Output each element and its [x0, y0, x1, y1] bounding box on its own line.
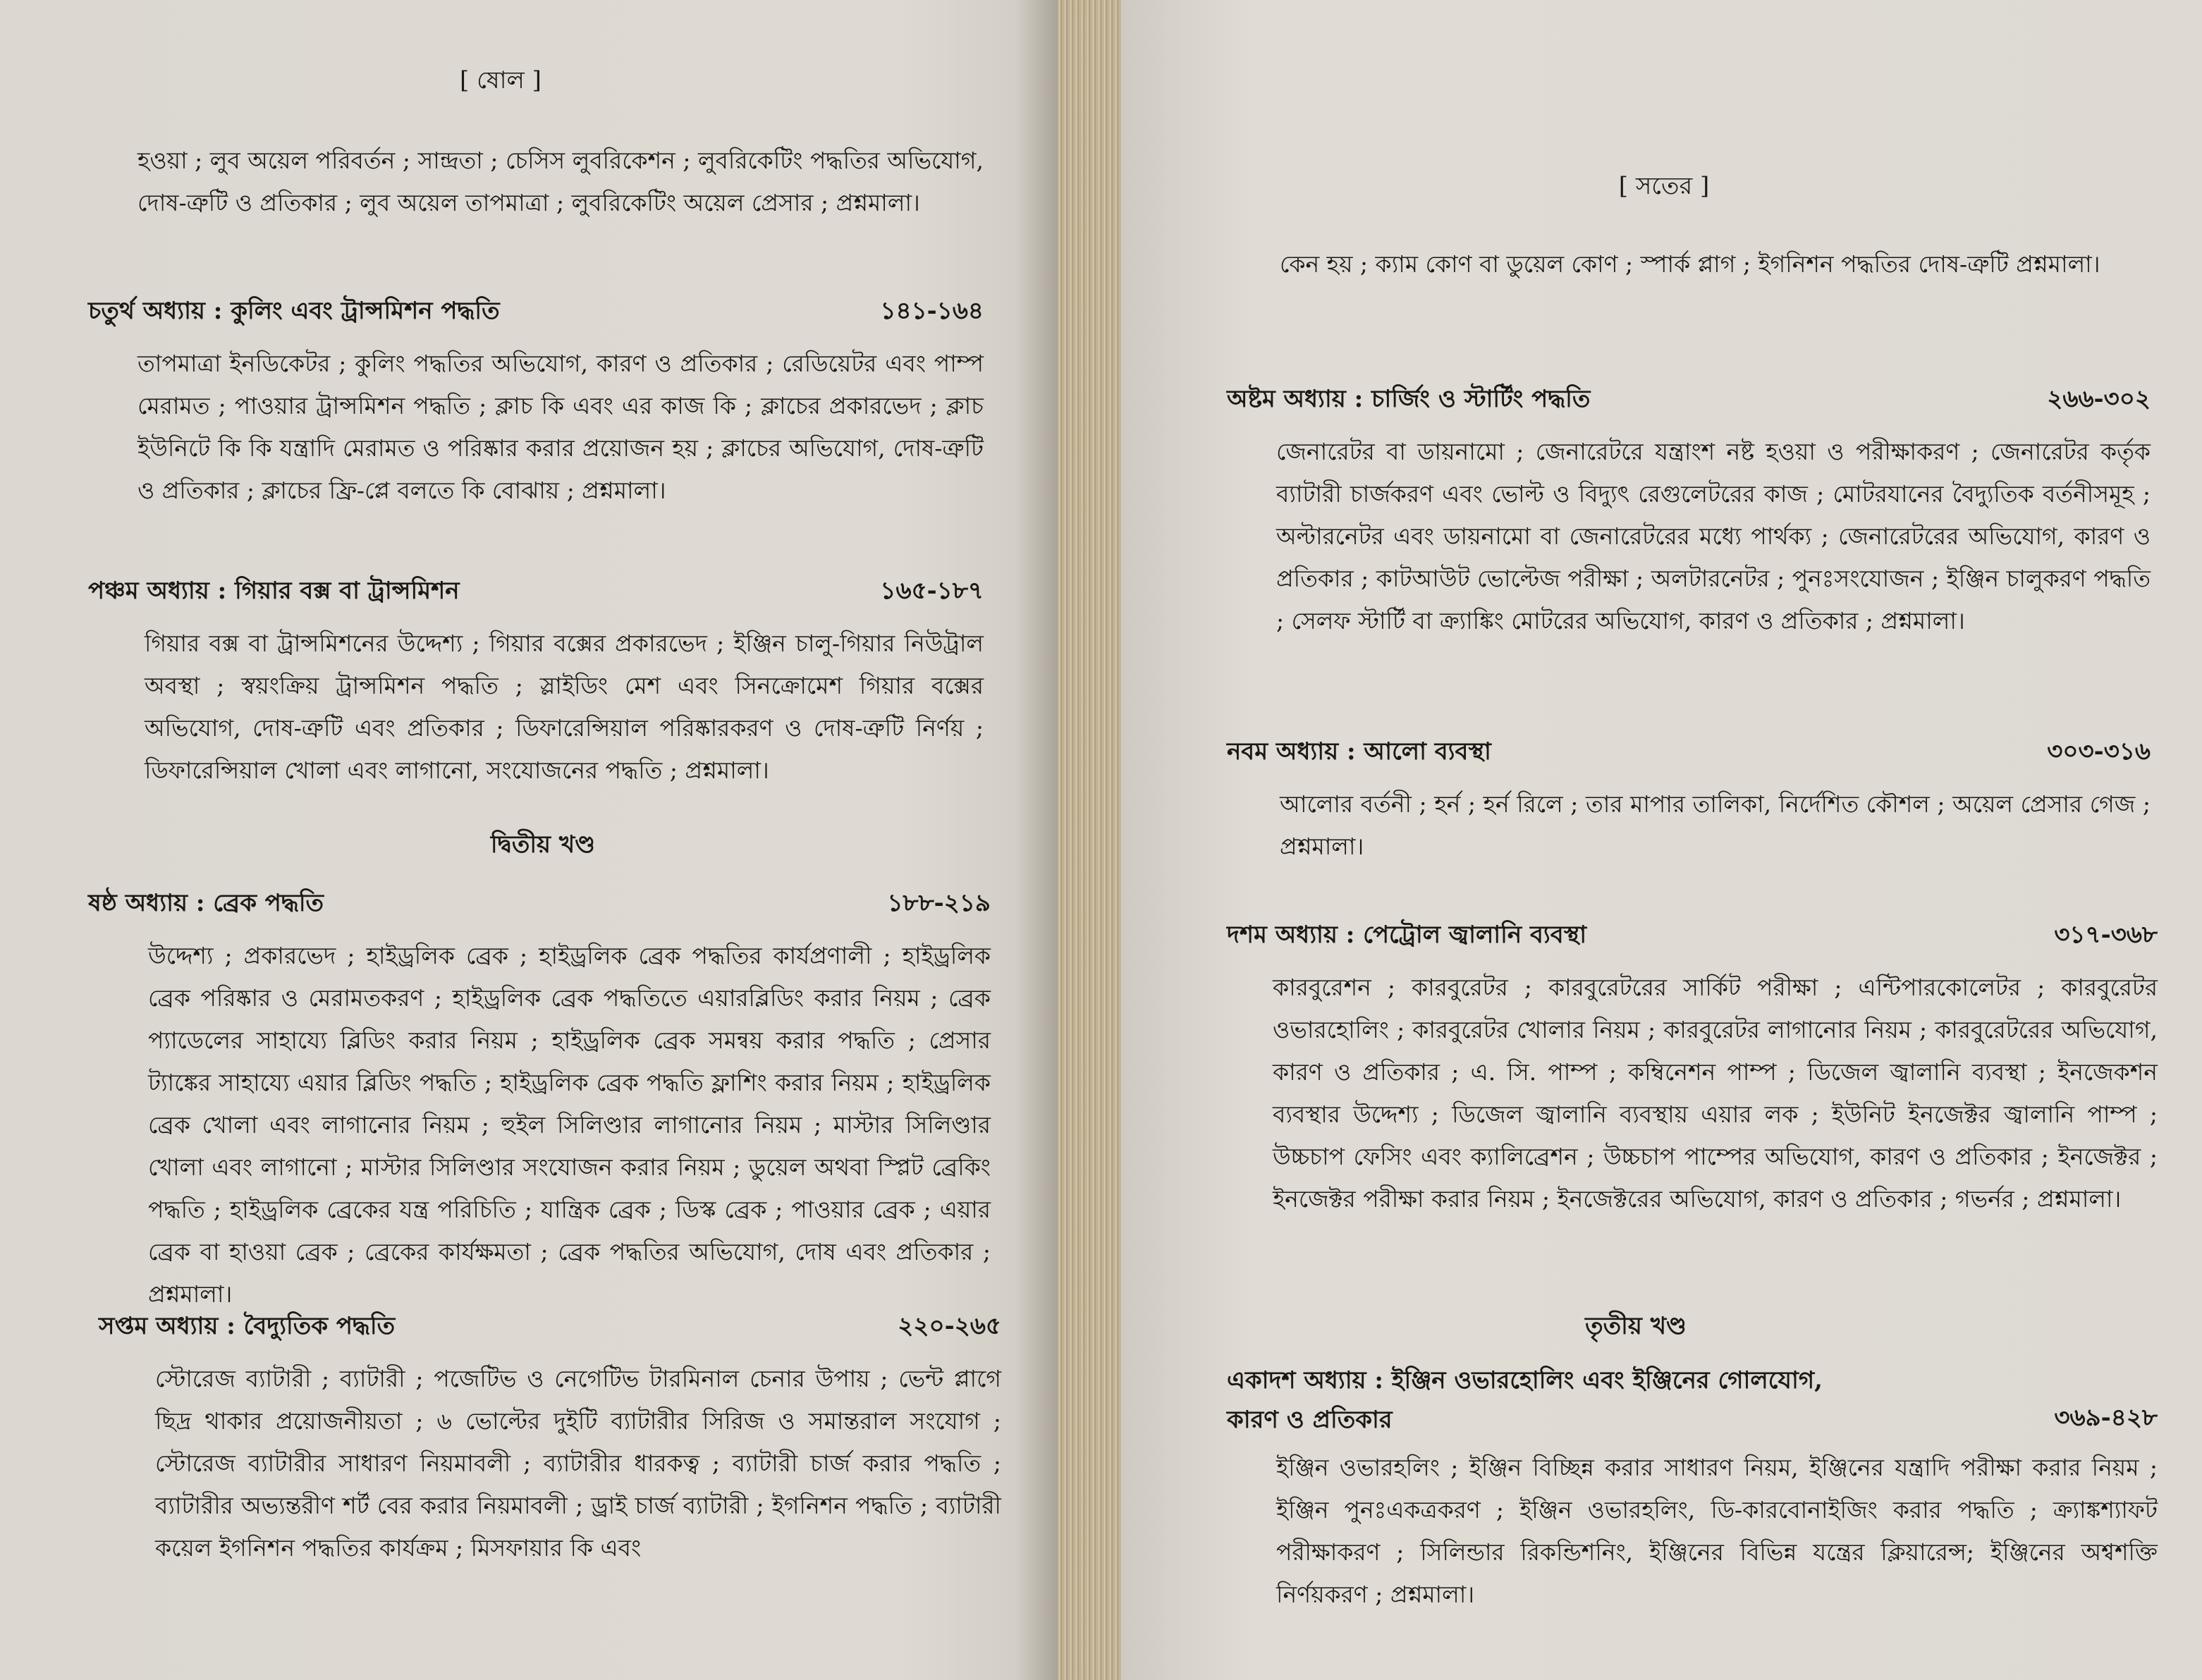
chapter-title: অষ্টম অধ্যায় : চার্জিং ও স্টার্টিং পদ্ধতি [1227, 385, 1591, 413]
chapter-body: ইঞ্জিন ওভারহলিং ; ইঞ্জিন বিচ্ছিন্ন করার সাধারণ নিয়ম, ইঞ্জিনের যন্ত্রাদি পরীক্ষা করার নিয়ম ; ইঞ্জিন পুনঃএকত্রকরণ ; ইঞ্জিন ওভারহলিং, ডি-কারবোনাইজিং করার পদ্ধতি ; ক্র্যাঙ্কশ্যাফট পরীক্ষাকরণ ; সিলিন্ডার রিকন্ডিশনিং, ইঞ্জিনের বিভিন্ন যন্ত্রের ক্লিয়ারেন্স; ইঞ্জিনের অশ্বশক্তি নির্ণয়করণ ; প্রশ্নমালা। [1276, 1454, 2158, 1608]
chapter-heading [88, 885, 991, 925]
spine-shadow [1015, 0, 1058, 1680]
chapter-4 [88, 293, 984, 512]
chapter-body: স্টোরেজ ব্যাটারী ; ব্যাটারী ; পজেটিভ ও নেগেটিভ টারমিনাল চেনার উপায় ; ভেন্ট প্লাগে ছিদ্র থাকার প্রয়োজনীয়তা ; ৬ ভোল্টের দুইটি ব্যাটারীর সিরিজ ও সমান্তরাল সংযোগ ; স্টোরেজ ব্যাটারীর সাধারণ নিয়মাবলী ; ব্যাটারীর ধারকত্ব ; ব্যাটারী চার্জ করার পদ্ধতি ; ব্যাটারীর অভ্যন্তরীণ শর্ট বের করার নিয়মাবলী ; ড্রাই চার্জ ব্যাটারী ; ইগনিশন পদ্ধতি ; ব্যাটারী কয়েল ইগনিশন পদ্ধতির কার্যক্রম ; মিসফায়ার কি এবং [155, 1365, 1001, 1562]
intro-text-block [1280, 243, 2151, 286]
part-title: তৃতীয় খণ্ড [1585, 1312, 1687, 1340]
chapter-pages: ২৬৬-৩০২ [2047, 385, 2151, 413]
chapter-body: উদ্দেশ্য ; প্রকারভেদ ; হাইড্রলিক ব্রেক ; হাইড্রলিক ব্রেক পদ্ধতির কার্যপ্রণালী ; হাইড্রলিক ব্রেক পরিষ্কার ও মেরামতকরণ ; হাইড্রলিক ব্রেক পদ্ধতিতে এয়ারব্লিডিং করার নিয়ম ; ব্রেক প্যাডেলের সাহায্যে ব্লিডিং করার নিয়ম ; হাইড্রলিক ব্রেক সমন্বয় করার পদ্ধতি ; প্রেসার ট্যাঙ্কের সাহায্যে এয়ার ব্লিডিং পদ্ধতি ; হাইড্রলিক ব্রেক পদ্ধতি ফ্লাশিং করার নিয়ম ; হাইড্রলিক ব্রেক খোলা এবং লাগানোর নিয়ম ; হুইল সিলিণ্ডার লাগানোর নিয়ম ; মাস্টার সিলিণ্ডার খোলা এবং লাগানো ; মাস্টার সিলিণ্ডার সংযোজন করার নিয়ম ; ডুয়েল অথবা স্প্লিট ব্রেকিং পদ্ধতি ; হাইড্রলিক ব্রেকের যন্ত্র পরিচিতি ; যান্ত্রিক ব্রেক ; ডিস্ক ব্রেক ; পাওয়ার ব্রেক ; এয়ার ব্রেক বা হাওয়া ব্রেক ; ব্রেকের কার্যক্ষমতা ; ব্রেক পদ্ধতির অভিযোগ, দোষ এবং প্রতিকার ; প্রশ্নমালা। [148, 942, 991, 1308]
chapter-pages: ২২০-২৬৫ [898, 1312, 1001, 1340]
chapter-heading [1227, 1361, 2158, 1440]
chapter-5 [88, 572, 984, 792]
right-page [1121, 0, 2202, 1680]
chapter-title-line-2: কারণ ও প্রতিকার [1227, 1406, 1393, 1434]
chapter-9 [1227, 733, 2151, 868]
chapter-title: চতুর্থ অধ্যায় : কুলিং এবং ট্রান্সমিশন পদ্ধতি [88, 297, 500, 325]
chapter-pages: ১৬৫-১৮৭ [880, 577, 984, 605]
chapter-heading [1227, 381, 2151, 421]
chapter-11 [1227, 1361, 2158, 1616]
chapter-body: গিয়ার বক্স বা ট্রান্সমিশনের উদ্দেশ্য ; গিয়ার বক্সের প্রকারভেদ ; ইঞ্জিন চালু-গিয়ার নিউট্রাল অবস্থা ; স্বয়ংক্রিয় ট্রান্সমিশন পদ্ধতি ; স্লাইডিং মেশ এবং সিনক্রোমেশ গিয়ার বক্সের অভিযোগ, দোষ-ত্রুটি এবং প্রতিকার ; ডিফারেন্সিয়াল পরিষ্কারকরণ ও দোষ-ত্রুটি নির্ণয় ; ডিফারেন্সিয়াল খোলা এবং লাগানো, সংযোজনের পদ্ধতি ; প্রশ্নমালা। [145, 630, 984, 784]
intro-text: কেন হয় ; ক্যাম কোণ বা ডুয়েল কোণ ; স্পার্ক প্লাগ ; ইগনিশন পদ্ধতির দোষ-ত্রুটি প্রশ্নমালা। [1280, 250, 2100, 278]
page-number: [ ষোল ] [460, 66, 542, 94]
chapter-7 [99, 1308, 1001, 1569]
chapter-title: দশম অধ্যায় : পেট্রোল জ্বালানি ব্যবস্থা [1227, 921, 1587, 949]
chapter-6 [88, 885, 991, 1316]
chapter-pages: ৩৬৯-৪২৮ [2054, 1404, 2158, 1432]
chapter-heading [88, 293, 984, 333]
chapter-title: পঞ্চম অধ্যায় : গিয়ার বক্স বা ট্রান্সমিশন [88, 577, 460, 605]
chapter-title: সপ্তম অধ্যায় : বৈদ্যুতিক পদ্ধতি [99, 1312, 396, 1340]
chapter-heading [1227, 733, 2151, 773]
chapter-heading [88, 572, 984, 613]
intro-text-block [137, 140, 984, 224]
book-spine [1058, 0, 1121, 1680]
chapter-pages: ৩১৭-৩৬৮ [2054, 921, 2158, 949]
chapter-title: ষষ্ঠ অধ্যায় : ব্রেক পদ্ধতি [88, 889, 324, 917]
part-title: দ্বিতীয় খণ্ড [490, 830, 596, 859]
intro-text: হওয়া ; লুব অয়েল পরিবর্তন ; সান্দ্রতা ; চেসিস লুবরিকেশন ; লুবরিকেটিং পদ্ধতির অভিযোগ, দোষ-ত্রুটি ও প্রতিকার ; লুব অয়েল তাপমাত্রা ; লুবরিকেটিং অয়েল প্রেসার ; প্রশ্নমালা। [137, 147, 984, 216]
chapter-heading [99, 1308, 1001, 1348]
chapter-pages: ৩০৩-৩১৬ [2047, 737, 2151, 766]
chapter-8 [1227, 381, 2151, 642]
chapter-pages: ১৮৮-২১৯ [887, 889, 991, 917]
chapter-body: কারবুরেশন ; কারবুরেটর ; কারবুরেটরের সার্কিট পরীক্ষা ; এন্টিপারকোলেটর ; কারবুরেটর ওভারহোলিং ; কারবুরেটর খোলার নিয়ম ; কারবুরেটর লাগানোর নিয়ম ; কারবুরেটরের অভিযোগ, কারণ ও প্রতিকার ; এ. সি. পাম্প ; কম্বিনেশন পাম্প ; ডিজেল জ্বালানি ব্যবস্থা ; ইনজেকশন ব্যবস্থার উদ্দেশ্য ; ডিজেল জ্বালানি ব্যবস্থায় এয়ার লক ; ইউনিট ইনজেক্টর জ্বালানি পাম্প ; উচ্চচাপ ফেসিং এবং ক্যালিব্রেশন ; উচ্চচাপ পাম্পের অভিযোগ, কারণ ও প্রতিকার ; ইনজেক্টর ; ইনজেক্টর পরীক্ষা করার নিয়ম ; ইনজেক্টরের অভিযোগ, কারণ ও প্রতিকার ; গভর্নর ; প্রশ্নমালা। [1273, 974, 2158, 1213]
chapter-10 [1227, 916, 2158, 1220]
chapter-title: নবম অধ্যায় : আলো ব্যবস্থা [1227, 737, 1491, 766]
chapter-body: তাপমাত্রা ইনডিকেটর ; কুলিং পদ্ধতির অভিযোগ, কারণ ও প্রতিকার ; রেডিয়েটর এবং পাম্প মেরামত ; পাওয়ার ট্রান্সমিশন পদ্ধতি ; ক্লাচ কি এবং এর কাজ কি ; ক্লাচের প্রকারভেদ ; ক্লাচ ইউনিটে কি কি যন্ত্রাদি মেরামত ও পরিষ্কার করার প্রয়োজন হয় ; ক্লাচের অভিযোগ, দোষ-ত্রুটি ও প্রতিকার ; ক্লাচের ফ্রি-প্লে বলতে কি বোঝায় ; প্রশ্নমালা। [137, 350, 984, 504]
chapter-title-line-1: একাদশ অধ্যায় : ইঞ্জিন ওভারহোলিং এবং ইঞ্জিনের গোলযোগ, [1227, 1366, 1823, 1394]
chapter-heading [1227, 916, 2158, 957]
chapter-pages: ১৪১-১৬৪ [880, 297, 984, 325]
left-page [0, 0, 1058, 1680]
chapter-body: আলোর বর্তনী ; হর্ন ; হর্ন রিলে ; তার মাপার তালিকা, নির্দেশিত কৌশল ; অয়েল প্রেসার গেজ ; প্রশ্নমালা। [1280, 790, 2151, 860]
chapter-body: জেনারেটর বা ডায়নামো ; জেনারেটরে যন্ত্রাংশ নষ্ট হওয়া ও পরীক্ষাকরণ ; জেনারেটর কর্তৃক ব্যাটারী চার্জকরণ এবং ভোল্ট ও বিদ্যুৎ রেগুলেটরের কাজ ; মোটরযানের বৈদ্যুতিক বর্তনীসমূহ ; অল্টারনেটর এবং ডায়নামো বা জেনারেটরের মধ্যে পার্থক্য ; জেনারেটরের অভিযোগ, কারণ ও প্রতিকার ; কাটআউট ভোল্টেজ পরীক্ষা ; অলটারনেটর ; পুনঃসংযোজন ; ইঞ্জিন চালুকরণ পদ্ধতি ; সেলফ স্টার্টি বা ক্র্যাঙ্কিং মোটরের অভিযোগ, কারণ ও প্রতিকার ; প্রশ্নমালা। [1276, 438, 2151, 634]
page-number: [ সতের ] [1618, 172, 1710, 200]
